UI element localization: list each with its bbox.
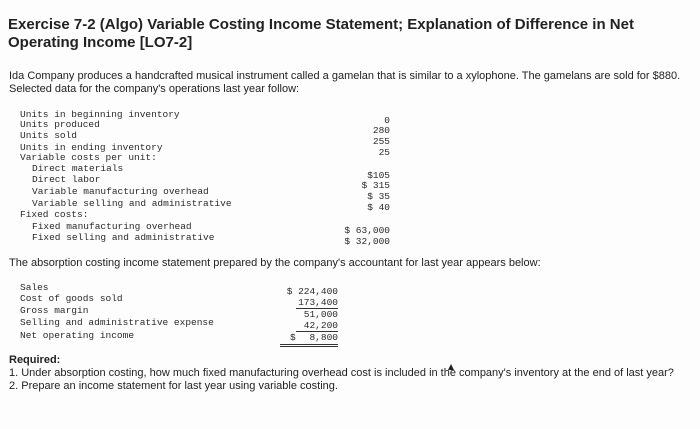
required-heading: Required: xyxy=(9,354,61,366)
units-produced-label: Units produced xyxy=(20,119,100,130)
units-sold-label: Units sold xyxy=(20,130,78,141)
variable-mfg-overhead-value: $ 35 xyxy=(367,191,390,202)
units-sold-value: 255 xyxy=(372,136,390,147)
required-section xyxy=(9,354,693,393)
mouse-cursor-icon xyxy=(448,364,454,370)
variable-selling-admin-value: $ 40 xyxy=(367,202,390,213)
required-item-2: 2. Prepare an income statement for last year using variable costing. xyxy=(9,380,338,392)
exercise-title: Exercise 7-2 (Algo) Variable Costing Income Statement; Explanation of Difference in Net Operating Income [LO7-2] xyxy=(8,16,634,51)
absorption-intro: The absorption costing income statement prepared by the company's accountant for last year appears below: xyxy=(9,257,541,269)
sales-label: Sales xyxy=(20,282,49,293)
fixed-costs-label: Fixed costs: xyxy=(20,209,89,220)
required-item-1: 1. Under absorption costing, how much fixed manufacturing overhead cost is included in the company's inventory at the end of last year? xyxy=(9,367,674,379)
sales-value: $ 224,400 xyxy=(286,286,338,297)
net-income-currency: $ xyxy=(290,332,296,343)
units-beginning-value: 0 xyxy=(384,115,390,126)
units-ending-label: Units in ending inventory xyxy=(20,142,163,153)
cogs-label: Cost of goods sold xyxy=(20,293,123,304)
intro-paragraph: Ida Company produces a handcrafted musical instrument called a gamelan that is similar to a xylophone. The gamelans are sold for $880. Selected data for the company's operations last year follow: xyxy=(9,70,681,95)
direct-labor-value: $ 315 xyxy=(361,180,390,191)
variable-mfg-overhead-label: Variable manufacturing overhead xyxy=(32,186,209,197)
fixed-mfg-overhead-label: Fixed manufacturing overhead xyxy=(32,221,192,232)
variable-costs-label: Variable costs per unit: xyxy=(20,152,157,163)
fixed-selling-admin-label: Fixed selling and administrative xyxy=(32,232,215,243)
net-operating-income-value: 8,800 xyxy=(309,332,338,343)
units-ending-value: 25 xyxy=(378,147,390,158)
variable-selling-admin-label: Variable selling and administrative xyxy=(32,198,232,209)
units-produced-value: 280 xyxy=(372,125,390,136)
net-operating-income-cell xyxy=(280,332,338,347)
direct-materials-label: Direct materials xyxy=(32,163,124,174)
net-operating-income-label: Net operating income xyxy=(20,330,135,341)
cogs-value: 173,400 xyxy=(296,297,338,309)
direct-materials-value: $105 xyxy=(367,170,390,181)
direct-labor-label: Direct labor xyxy=(32,174,101,185)
selling-admin-label: Selling and administrative expense xyxy=(20,317,214,328)
gross-margin-label: Gross margin xyxy=(20,305,89,316)
gross-margin-value: 51,000 xyxy=(303,309,338,320)
fixed-mfg-overhead-value: $ 63,000 xyxy=(344,225,390,236)
fixed-selling-admin-value: $ 32,000 xyxy=(344,236,390,247)
selling-admin-value: 42,200 xyxy=(296,320,338,332)
units-beginning-label: Units in beginning inventory xyxy=(20,109,180,120)
